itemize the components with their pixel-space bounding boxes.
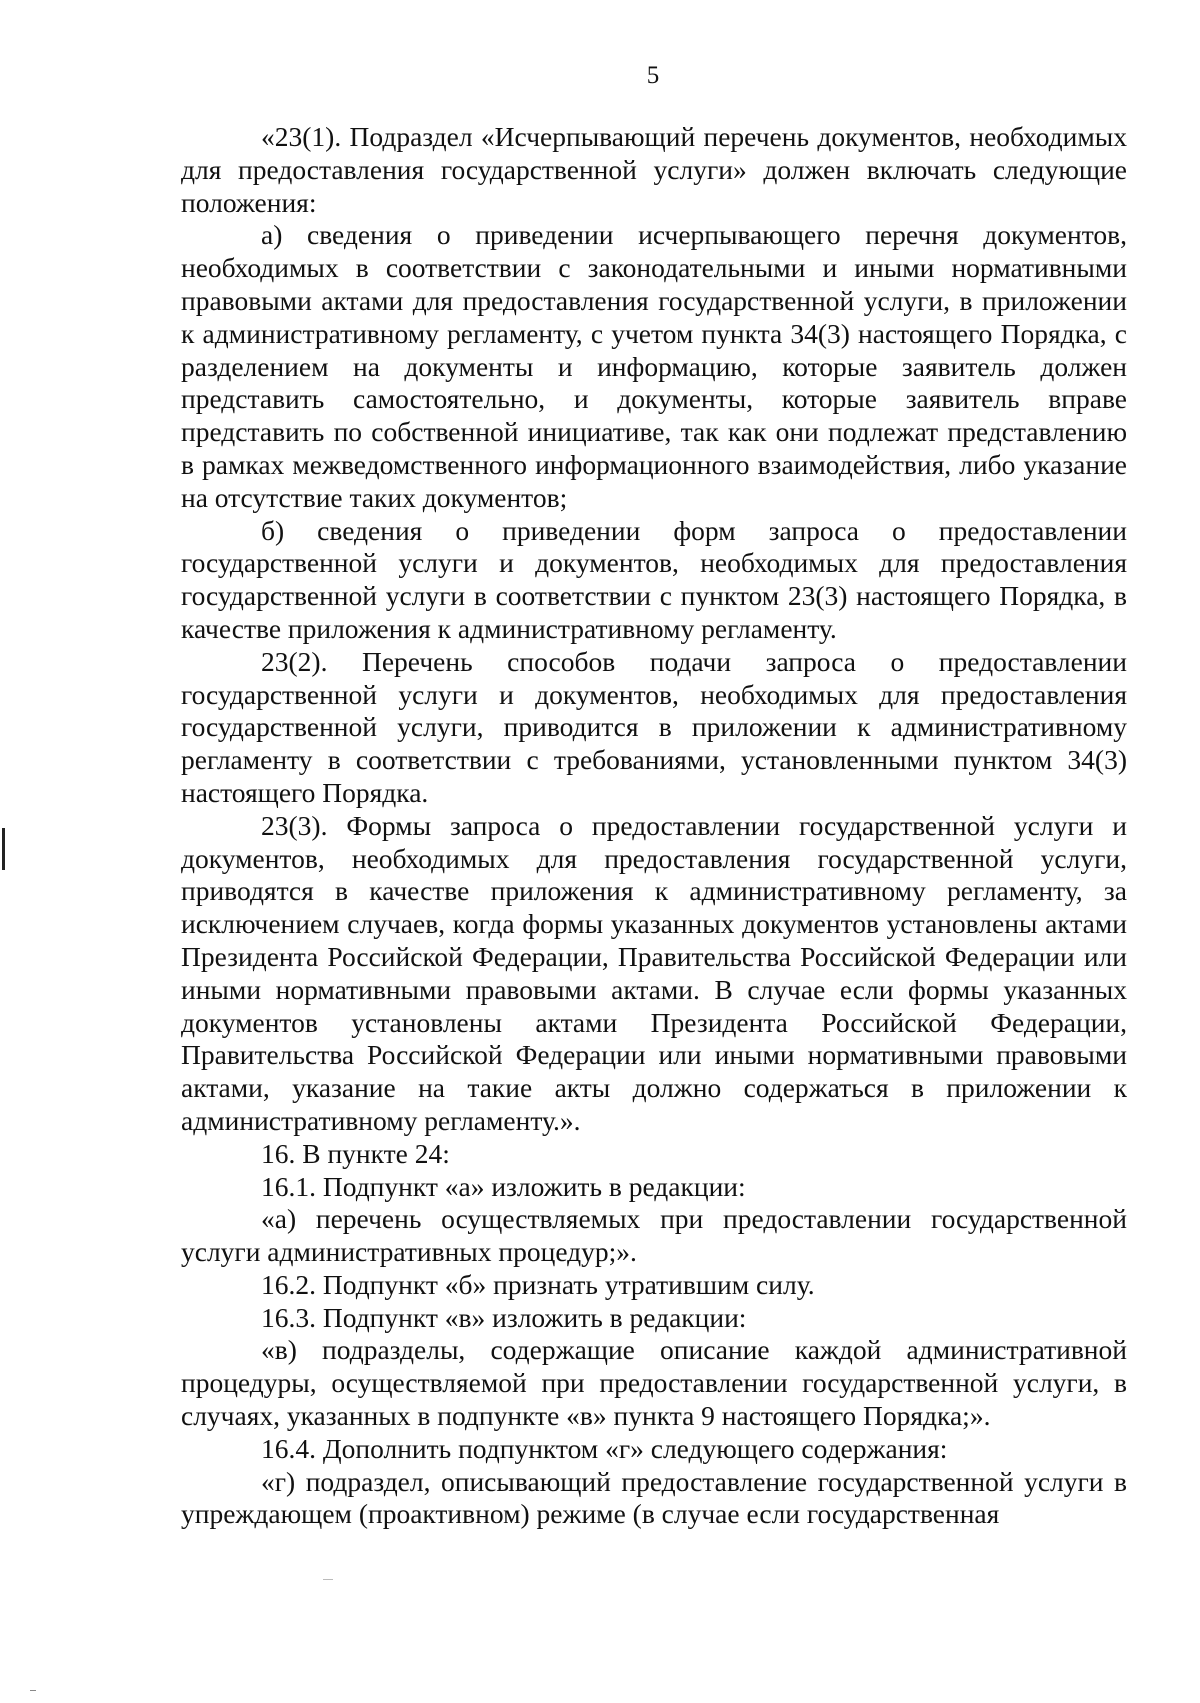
- scan-speck: [30, 1690, 36, 1691]
- paragraph-item-b: б) сведения о приведении форм запроса о предоставлении государственной услуги и документов, необходимых для предоставления государственной услуги в соответствии с пунктом 23(3) настоящего Порядка, в качестве приложения к административному регламенту.: [181, 514, 1127, 644]
- paragraph-23-3: 23(3). Формы запроса о предоставлении государственной услуги и документов, необходимых для предоставления государственной услуги, приводятся в качестве приложения к административному регламенту, за исключением случаев, когда формы указанных документов установлены актами Президента Российской Федерации, Правительства Российской Федерации или иными нормативными правовыми актами. В случае если формы указанных документов установлены актами Президента Российской Федерации, Правительства Российской Федерации или иными нормативными правовыми актами, указание на такие акты должно содержаться в приложении к административному регламенту.».: [181, 809, 1127, 1136]
- paragraph-16-4-text: «г) подраздел, описывающий предоставление государственной услуги в упреждающем (проактивном) режиме (в случае если государственная: [181, 1465, 1127, 1530]
- document-body: [181, 121, 1127, 1531]
- paragraph-16-3: 16.3. Подпункт «в» изложить в редакции:: [261, 1301, 747, 1333]
- scan-edge-mark: [2, 828, 5, 870]
- scan-speck: [323, 1579, 333, 1580]
- paragraph-23-1: «23(1). Подраздел «Исчерпывающий перечень документов, необходимых для предоставления государственной услуги» должен включать следующие положения:: [181, 121, 1127, 218]
- paragraph-16-1-text: «а) перечень осуществляемых при предоставлении государственной услуги административных процедур;».: [181, 1203, 1127, 1268]
- page-number: 5: [646, 62, 660, 89]
- paragraph-16-2: 16.2. Подпункт «б» признать утратившим силу.: [261, 1268, 815, 1300]
- paragraph-item-a: а) сведения о приведении исчерпывающего перечня документов, необходимых в соответствии с законодательными и иными нормативными правовыми актами для предоставления государственной услуги, в приложении к административному регламенту, с учетом пункта 34(3) настоящего Порядка, с разделением на документы и информацию, которые заявитель должен представить самостоятельно, и документы, которые заявитель вправе представить по собственной инициативе, так как они подлежат представлению в рамках межведомственного информационного взаимодействия, либо указание на отсутствие таких документов;: [181, 219, 1127, 513]
- paragraph-16: 16. В пункте 24:: [261, 1137, 450, 1169]
- paragraph-16-1: 16.1. Подпункт «а» изложить в редакции:: [261, 1170, 746, 1202]
- paragraph-23-2: 23(2). Перечень способов подачи запроса о предоставлении государственной услуги и документов, необходимых для предоставления государственной услуги, приводится в приложении к административному регламенту в соответствии с требованиями, установленными пунктом 34(3) настоящего Порядка.: [181, 645, 1127, 808]
- paragraph-16-3-text: «в) подразделы, содержащие описание каждой административной процедуры, осуществляемой при предоставлении государственной услуги, в случаях, указанных в подпункте «в» пункта 9 настоящего Порядка;».: [181, 1334, 1127, 1432]
- paragraph-16-4: 16.4. Дополнить подпунктом «г» следующего содержания:: [261, 1432, 948, 1464]
